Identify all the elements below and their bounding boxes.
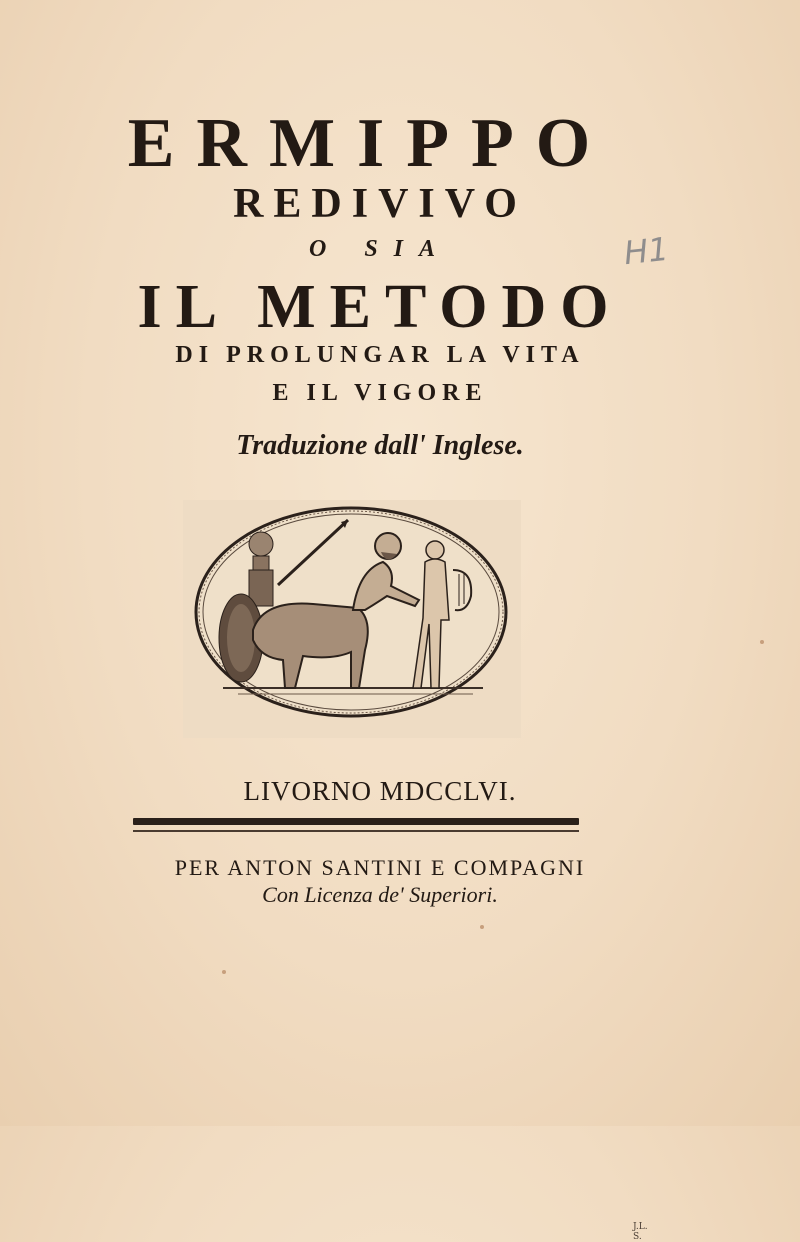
- thick-rule: [133, 818, 579, 825]
- imprint-place-date: LIVORNO MDCCLVI.: [243, 776, 517, 806]
- title-line-1: ERMIPPO: [127, 105, 613, 182]
- title-line-4: IL METODO: [137, 273, 623, 341]
- handwritten-note: H1: [622, 229, 671, 273]
- license: Con Licenza de' Superiori.: [262, 882, 498, 907]
- engraver-signature: J.L. S.: [633, 1222, 648, 1242]
- foxing-spot: [480, 925, 484, 929]
- title-line-2: REDIVIVO: [233, 181, 527, 227]
- subtitle: Traduzione dall' Inglese.: [236, 430, 524, 461]
- title-line-3: O SIA: [308, 236, 452, 262]
- centaur-engraving-icon: [183, 500, 521, 738]
- publisher: PER ANTON SANTINI E COMPAGNI: [174, 855, 586, 880]
- title-line-5: DI PROLUNGAR LA VITA: [175, 342, 585, 368]
- thin-rule: [133, 830, 579, 832]
- title-line-6: E IL VIGORE: [272, 380, 488, 406]
- foxing-spot: [760, 640, 764, 644]
- foxing-spot: [222, 970, 226, 974]
